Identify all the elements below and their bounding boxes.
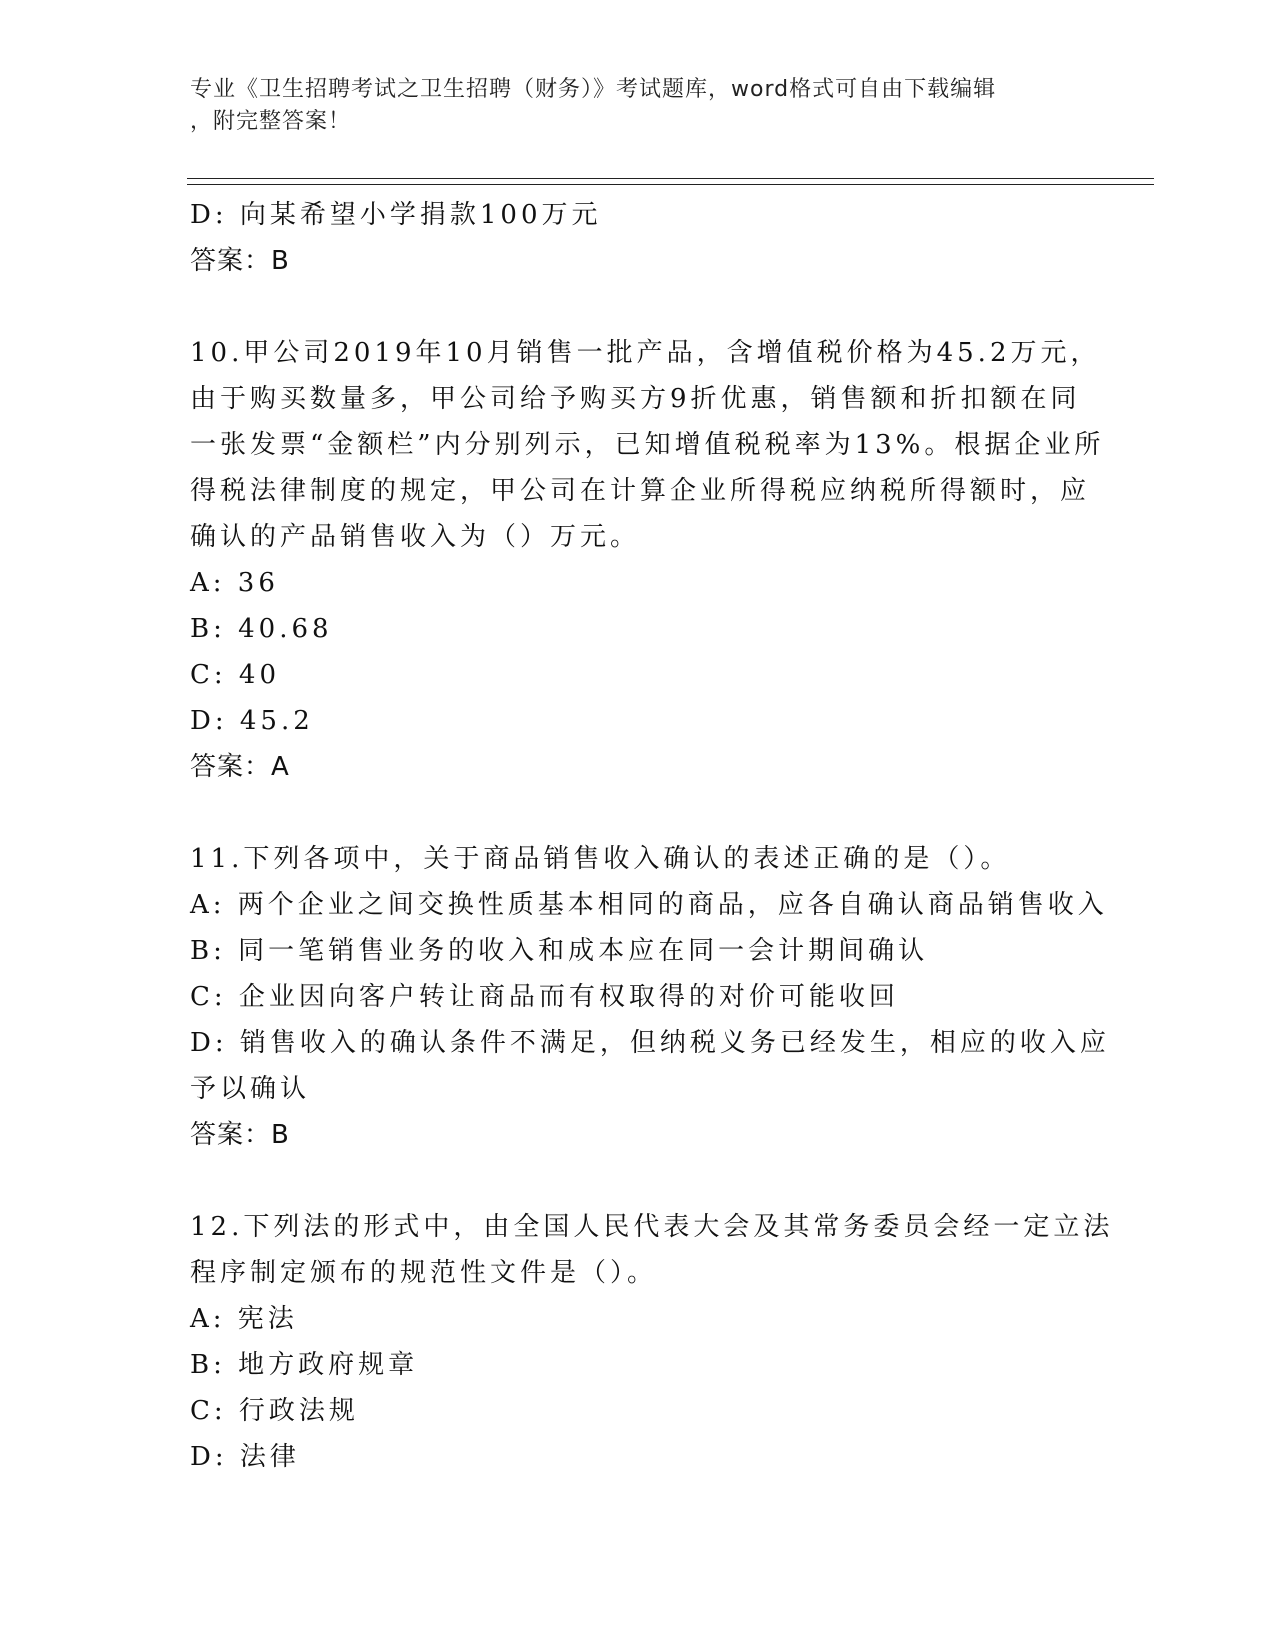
question-text-line: 11.下列各项中，关于商品销售收入确认的表述正确的是（）。 [190, 844, 1011, 874]
question-9-tail [190, 192, 1090, 284]
option-d-continuation: 予以确认 [190, 1074, 311, 1104]
option-b: B: 40.68 [190, 614, 333, 644]
question-list [190, 192, 1114, 1480]
document-header [190, 74, 1080, 138]
option-d: D: 销售收入的确认条件不满足，但纳税义务已经发生，相应的收入应 [190, 1028, 1110, 1058]
option-d: D: 45.2 [190, 706, 314, 736]
answer-line: 答案：B [190, 1120, 290, 1150]
question-text-line: 确认的产品销售收入为（）万元。 [190, 522, 641, 552]
option-d: D: 法律 [190, 1442, 300, 1472]
spacer [190, 790, 1090, 836]
option-b: B: 同一笔销售业务的收入和成本应在同一会计期间确认 [190, 936, 929, 966]
option-c: C: 40 [190, 660, 281, 690]
answer-line: 答案：B [190, 246, 290, 276]
question-text-line: 一张发票“金额栏”内分别列示，已知增值税税率为13%。根据企业所 [190, 430, 1105, 460]
spacer [190, 1158, 1090, 1204]
question-12 [190, 1204, 1114, 1480]
question-text-line: 12.下列法的形式中，由全国人民代表大会及其常务委员会经一定立法 [190, 1212, 1114, 1242]
spacer [190, 284, 1090, 330]
option-a: A: 36 [190, 568, 279, 598]
question-11 [190, 836, 1110, 1158]
question-text-line: 得税法律制度的规定，甲公司在计算企业所得税应纳税所得额时，应 [190, 476, 1091, 506]
option-a: A: 宪法 [190, 1304, 298, 1334]
header-divider-bottom [187, 184, 1154, 185]
option-c: C: 企业因向客户转让商品而有权取得的对价可能收回 [190, 982, 899, 1012]
header-line-2: ，附完整答案！ [190, 109, 352, 134]
option-b: B: 地方政府规章 [190, 1350, 419, 1380]
option-c: C: 行政法规 [190, 1396, 359, 1426]
question-10 [190, 330, 1105, 790]
answer-line: 答案：A [190, 752, 290, 782]
question-text-line: 10.甲公司2019年10月销售一批产品，含增值税价格为45.2万元， [190, 338, 1101, 368]
option-d: D: 向某希望小学捐款100万元 [190, 200, 602, 230]
question-text-line: 程序制定颁布的规范性文件是（）。 [190, 1258, 658, 1288]
header-line-1: 专业《卫生招聘考试之卫生招聘（财务）》考试题库，word格式可自由下载编辑 [190, 77, 997, 102]
header-divider-top [187, 178, 1154, 179]
option-a: A: 两个企业之间交换性质基本相同的商品，应各自确认商品销售收入 [190, 890, 1108, 920]
question-text-line: 由于购买数量多，甲公司给予购买方9折优惠，销售额和折扣额在同 [190, 384, 1081, 414]
